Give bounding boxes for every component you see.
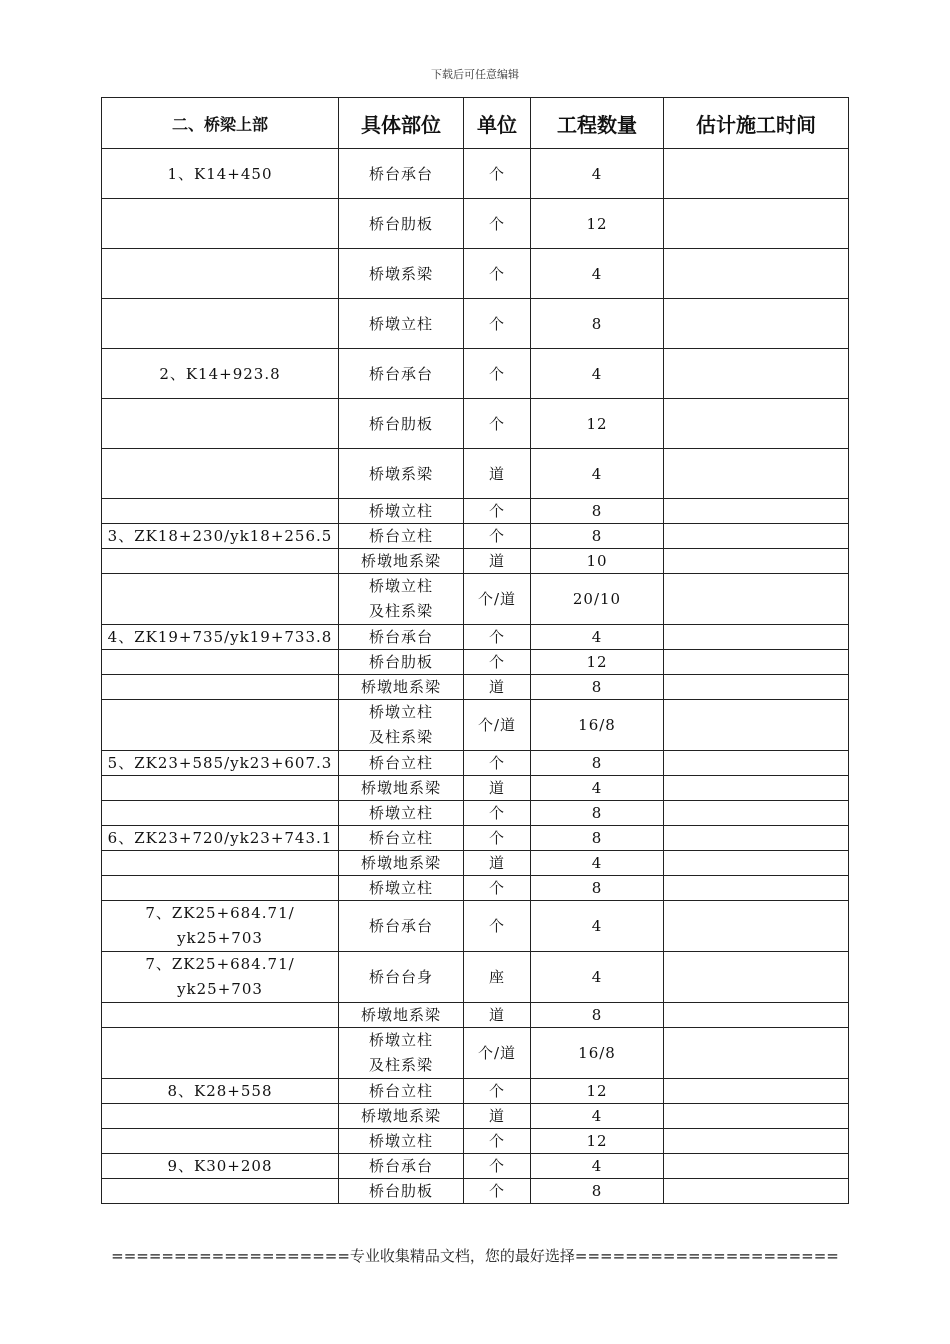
quantity-cell	[531, 1079, 664, 1104]
part-cell	[339, 524, 464, 549]
quantity-cell	[531, 876, 664, 901]
unit-cell-text: 座	[488, 967, 505, 986]
location-cell-text: 6、ZK23+720/yk23+743.1	[107, 829, 333, 847]
location-cell-text: 7、ZK25+684.71/ yk25+703	[145, 955, 295, 998]
part-cell	[339, 549, 464, 574]
part-cell-text: 桥台承台	[368, 628, 433, 646]
unit-cell	[464, 650, 531, 675]
schedule-cell	[664, 851, 849, 876]
unit-cell	[464, 901, 531, 952]
quantity-cell-text: 20/10	[572, 589, 622, 608]
part-cell-text: 桥台台身	[368, 967, 433, 986]
schedule-cell	[664, 1003, 849, 1028]
quantity-cell-text: 4	[591, 916, 603, 935]
header-section: 二、桥梁上部	[102, 98, 339, 149]
location-cell	[102, 751, 339, 776]
quantity-cell-text: 8	[591, 1006, 603, 1024]
schedule-cell	[664, 524, 849, 549]
table-row	[102, 952, 849, 1003]
page-footer: ===================专业收集精品文档，您的最好选择=====================	[111, 1247, 839, 1265]
schedule-cell	[664, 625, 849, 650]
schedule-cell	[664, 675, 849, 700]
part-cell-text: 桥墩立柱	[368, 1132, 433, 1150]
table-row	[102, 1104, 849, 1129]
location-cell	[102, 1129, 339, 1154]
header-schedule: 估计施工时间	[664, 98, 849, 149]
table-row	[102, 399, 849, 449]
quantity-cell	[531, 249, 664, 299]
table-row	[102, 826, 849, 851]
table-row	[102, 524, 849, 549]
quantity-cell-text: 4	[591, 464, 603, 483]
part-cell-text: 桥墩地系梁	[360, 1006, 441, 1024]
schedule-cell	[664, 549, 849, 574]
quantity-cell	[531, 149, 664, 199]
quantity-cell	[531, 1129, 664, 1154]
quantity-cell-text: 8	[591, 527, 603, 545]
unit-cell	[464, 1079, 531, 1104]
schedule-cell	[664, 199, 849, 249]
table-row	[102, 199, 849, 249]
part-cell	[339, 199, 464, 249]
quantity-cell-text: 16/8	[578, 1043, 616, 1062]
location-cell-text: 5、ZK23+585/yk23+607.3	[107, 754, 333, 772]
unit-cell-text: 道	[488, 779, 505, 797]
part-cell-text: 桥台肋板	[368, 653, 433, 671]
schedule-cell	[664, 801, 849, 826]
unit-cell	[464, 399, 531, 449]
quantity-cell	[531, 952, 664, 1003]
unit-cell	[464, 826, 531, 851]
quantity-cell	[531, 574, 664, 625]
unit-cell-text: 道	[488, 678, 505, 696]
quantity-cell-text: 4	[591, 779, 603, 797]
quantity-cell	[531, 349, 664, 399]
schedule-cell	[664, 700, 849, 751]
quantity-cell	[531, 524, 664, 549]
part-cell-text: 桥墩立柱 及柱系梁	[368, 1031, 433, 1074]
unit-cell-text: 个	[488, 365, 505, 383]
part-cell	[339, 625, 464, 650]
unit-cell	[464, 199, 531, 249]
schedule-cell	[664, 952, 849, 1003]
unit-cell-text: 个	[488, 1132, 505, 1150]
quantity-cell-text: 8	[591, 829, 603, 847]
part-cell	[339, 574, 464, 625]
header-part: 具体部位	[339, 98, 464, 149]
part-cell-text: 桥墩立柱	[368, 502, 433, 520]
quantity-cell-text: 12	[586, 414, 608, 433]
unit-cell	[464, 700, 531, 751]
quantity-cell-text: 8	[591, 1182, 603, 1200]
quantity-cell	[531, 1028, 664, 1079]
location-cell	[102, 449, 339, 499]
part-cell	[339, 952, 464, 1003]
table-body	[102, 149, 849, 1204]
quantity-cell-text: 12	[586, 653, 608, 671]
unit-cell	[464, 876, 531, 901]
schedule-cell	[664, 1104, 849, 1129]
part-cell	[339, 1129, 464, 1154]
location-cell	[102, 549, 339, 574]
part-cell-text: 桥台肋板	[368, 415, 433, 433]
unit-cell-text: 道	[488, 1107, 505, 1125]
quantity-cell	[531, 299, 664, 349]
schedule-cell	[664, 499, 849, 524]
location-cell-text: 7、ZK25+684.71/ yk25+703	[145, 904, 295, 947]
part-cell-text: 桥墩立柱 及柱系梁	[368, 577, 433, 620]
part-cell-text: 桥墩系梁	[368, 465, 433, 483]
part-cell-text: 桥墩立柱 及柱系梁	[368, 703, 433, 746]
location-cell	[102, 826, 339, 851]
table-row	[102, 549, 849, 574]
part-cell-text: 桥台立柱	[368, 754, 433, 772]
quantity-cell	[531, 751, 664, 776]
part-cell	[339, 1179, 464, 1204]
table-row	[102, 776, 849, 801]
unit-cell-text: 个/道	[477, 589, 517, 608]
part-cell-text: 桥台承台	[368, 916, 433, 935]
table-row	[102, 675, 849, 700]
table-row	[102, 1028, 849, 1079]
part-cell	[339, 751, 464, 776]
part-cell	[339, 1028, 464, 1079]
table-row	[102, 249, 849, 299]
quantity-cell-text: 4	[591, 264, 603, 283]
unit-cell-text: 道	[488, 465, 505, 483]
table-row	[102, 901, 849, 952]
part-cell	[339, 1079, 464, 1104]
unit-cell-text: 个	[488, 653, 505, 671]
part-cell-text: 桥墩地系梁	[360, 552, 441, 570]
part-cell-text: 桥台肋板	[368, 1182, 433, 1200]
quantity-cell	[531, 625, 664, 650]
part-cell-text: 桥台承台	[368, 1157, 433, 1175]
part-cell-text: 桥台承台	[368, 365, 433, 383]
unit-cell-text: 个	[488, 527, 505, 545]
table-row	[102, 499, 849, 524]
quantity-cell-text: 4	[591, 1107, 603, 1125]
unit-cell-text: 个	[488, 804, 505, 822]
location-cell	[102, 901, 339, 952]
quantity-cell	[531, 675, 664, 700]
location-cell	[102, 801, 339, 826]
unit-cell-text: 道	[488, 552, 505, 570]
schedule-cell	[664, 574, 849, 625]
part-cell	[339, 776, 464, 801]
unit-cell-text: 个	[488, 628, 505, 646]
part-cell-text: 桥墩地系梁	[360, 678, 441, 696]
quantity-cell	[531, 549, 664, 574]
unit-cell-text: 个	[488, 315, 505, 333]
schedule-cell	[664, 876, 849, 901]
table-row	[102, 574, 849, 625]
unit-cell-text: 个	[488, 1082, 505, 1100]
table-row	[102, 1079, 849, 1104]
quantity-cell	[531, 901, 664, 952]
part-cell-text: 桥墩地系梁	[360, 1107, 441, 1125]
location-cell	[102, 349, 339, 399]
location-cell	[102, 524, 339, 549]
table-row	[102, 751, 849, 776]
quantity-cell-text: 4	[591, 967, 603, 986]
unit-cell-text: 个	[488, 829, 505, 847]
location-cell-text: 1、K14+450	[167, 165, 273, 183]
location-cell	[102, 499, 339, 524]
unit-cell	[464, 249, 531, 299]
schedule-cell	[664, 299, 849, 349]
quantity-cell-text: 4	[591, 364, 603, 383]
quantity-cell	[531, 199, 664, 249]
part-cell-text: 桥墩地系梁	[360, 854, 441, 872]
location-cell	[102, 876, 339, 901]
quantity-cell-text: 8	[591, 314, 603, 333]
part-cell	[339, 149, 464, 199]
quantity-cell-text: 4	[591, 628, 603, 646]
part-cell-text: 桥台立柱	[368, 1082, 433, 1100]
quantity-cell	[531, 499, 664, 524]
unit-cell-text: 个	[488, 754, 505, 772]
schedule-cell	[664, 776, 849, 801]
location-cell	[102, 299, 339, 349]
location-cell	[102, 149, 339, 199]
schedule-cell	[664, 449, 849, 499]
unit-cell	[464, 751, 531, 776]
location-cell	[102, 851, 339, 876]
unit-cell-text: 个	[488, 265, 505, 283]
table-row	[102, 650, 849, 675]
schedule-cell	[664, 650, 849, 675]
schedule-cell	[664, 349, 849, 399]
part-cell-text: 桥墩系梁	[368, 265, 433, 283]
part-cell	[339, 650, 464, 675]
unit-cell-text: 道	[488, 854, 505, 872]
table-row	[102, 349, 849, 399]
unit-cell	[464, 952, 531, 1003]
part-cell-text: 桥台肋板	[368, 215, 433, 233]
quantity-cell-text: 8	[591, 502, 603, 520]
part-cell	[339, 1003, 464, 1028]
location-cell	[102, 675, 339, 700]
unit-cell	[464, 675, 531, 700]
part-cell	[339, 449, 464, 499]
part-cell-text: 桥台立柱	[368, 829, 433, 847]
quantity-cell	[531, 851, 664, 876]
part-cell	[339, 901, 464, 952]
unit-cell	[464, 149, 531, 199]
unit-cell	[464, 776, 531, 801]
unit-cell	[464, 625, 531, 650]
unit-cell	[464, 1154, 531, 1179]
schedule-cell	[664, 249, 849, 299]
location-cell-text: 4、ZK19+735/yk19+733.8	[107, 628, 333, 646]
part-cell	[339, 801, 464, 826]
unit-cell-text: 个	[488, 415, 505, 433]
schedule-cell	[664, 1179, 849, 1204]
header-quantity: 工程数量	[531, 98, 664, 149]
unit-cell-text: 个	[488, 1157, 505, 1175]
unit-cell	[464, 1028, 531, 1079]
unit-cell	[464, 851, 531, 876]
unit-cell-text: 个	[488, 502, 505, 520]
quantity-cell-text: 12	[586, 214, 608, 233]
location-cell	[102, 1154, 339, 1179]
unit-cell	[464, 349, 531, 399]
part-cell-text: 桥墩立柱	[368, 879, 433, 897]
unit-cell	[464, 449, 531, 499]
unit-cell	[464, 574, 531, 625]
location-cell	[102, 1104, 339, 1129]
schedule-cell	[664, 826, 849, 851]
unit-cell	[464, 524, 531, 549]
unit-cell	[464, 1104, 531, 1129]
quantity-cell-text: 16/8	[578, 715, 616, 734]
quantity-cell	[531, 1154, 664, 1179]
location-cell	[102, 1003, 339, 1028]
unit-cell	[464, 549, 531, 574]
part-cell-text: 桥台承台	[368, 165, 433, 183]
quantity-cell-text: 12	[586, 1132, 608, 1150]
part-cell	[339, 499, 464, 524]
quantity-cell-text: 4	[591, 854, 603, 872]
table-row	[102, 700, 849, 751]
location-cell	[102, 952, 339, 1003]
table-row	[102, 801, 849, 826]
location-cell	[102, 776, 339, 801]
quantity-cell	[531, 399, 664, 449]
table-row	[102, 876, 849, 901]
location-cell-text: 9、K30+208	[167, 1157, 273, 1175]
part-cell	[339, 876, 464, 901]
unit-cell-text: 个	[488, 916, 505, 935]
table-row	[102, 299, 849, 349]
quantity-cell	[531, 650, 664, 675]
bridge-quantity-table	[101, 97, 849, 1204]
table-row	[102, 449, 849, 499]
location-cell	[102, 1028, 339, 1079]
location-cell	[102, 625, 339, 650]
table-row	[102, 1179, 849, 1204]
schedule-cell	[664, 1028, 849, 1079]
part-cell	[339, 700, 464, 751]
location-cell-text: 2、K14+923.8	[159, 365, 281, 383]
location-cell	[102, 574, 339, 625]
unit-cell-text: 个/道	[477, 715, 517, 734]
unit-cell-text: 道	[488, 1006, 505, 1024]
part-cell	[339, 399, 464, 449]
part-cell	[339, 349, 464, 399]
quantity-cell-text: 8	[591, 804, 603, 822]
quantity-cell	[531, 449, 664, 499]
table-row	[102, 851, 849, 876]
schedule-cell	[664, 1079, 849, 1104]
header-unit: 单位	[464, 98, 531, 149]
schedule-cell	[664, 901, 849, 952]
quantity-cell-text: 4	[591, 164, 603, 183]
location-cell	[102, 700, 339, 751]
quantity-cell	[531, 801, 664, 826]
quantity-cell-text: 10	[586, 552, 608, 570]
table-row	[102, 1129, 849, 1154]
part-cell-text: 桥墩立柱	[368, 804, 433, 822]
quantity-cell-text: 8	[591, 754, 603, 772]
location-cell-text: 8、K28+558	[167, 1082, 273, 1100]
unit-cell-text: 个	[488, 215, 505, 233]
quantity-cell-text: 8	[591, 678, 603, 696]
schedule-cell	[664, 1154, 849, 1179]
unit-cell-text: 个	[488, 879, 505, 897]
quantity-cell	[531, 1003, 664, 1028]
table-row	[102, 149, 849, 199]
part-cell	[339, 1154, 464, 1179]
part-cell	[339, 1104, 464, 1129]
part-cell	[339, 826, 464, 851]
table-row	[102, 1154, 849, 1179]
location-cell	[102, 1179, 339, 1204]
schedule-cell	[664, 149, 849, 199]
quantity-cell	[531, 700, 664, 751]
unit-cell	[464, 1129, 531, 1154]
unit-cell-text: 个	[488, 1182, 505, 1200]
unit-cell-text: 个/道	[477, 1043, 517, 1062]
quantity-cell	[531, 826, 664, 851]
schedule-cell	[664, 1129, 849, 1154]
part-cell	[339, 675, 464, 700]
part-cell-text: 桥墩地系梁	[360, 779, 441, 797]
quantity-cell	[531, 776, 664, 801]
page-watermark: 下载后可任意编辑	[431, 68, 519, 81]
location-cell	[102, 1079, 339, 1104]
table-row	[102, 625, 849, 650]
part-cell	[339, 299, 464, 349]
schedule-cell	[664, 751, 849, 776]
unit-cell	[464, 1003, 531, 1028]
part-cell-text: 桥墩立柱	[368, 315, 433, 333]
table-header-row	[102, 98, 849, 149]
location-cell	[102, 650, 339, 675]
unit-cell	[464, 1179, 531, 1204]
table-row	[102, 1003, 849, 1028]
location-cell	[102, 249, 339, 299]
location-cell	[102, 399, 339, 449]
location-cell	[102, 199, 339, 249]
quantity-cell-text: 8	[591, 879, 603, 897]
quantity-cell-text: 12	[586, 1082, 608, 1100]
part-cell	[339, 249, 464, 299]
quantity-cell	[531, 1104, 664, 1129]
unit-cell-text: 个	[488, 165, 505, 183]
quantity-cell	[531, 1179, 664, 1204]
unit-cell	[464, 499, 531, 524]
part-cell	[339, 851, 464, 876]
unit-cell	[464, 299, 531, 349]
part-cell-text: 桥台立柱	[368, 527, 433, 545]
location-cell-text: 3、ZK18+230/yk18+256.5	[107, 527, 333, 545]
schedule-cell	[664, 399, 849, 449]
quantity-cell-text: 4	[591, 1157, 603, 1175]
unit-cell	[464, 801, 531, 826]
